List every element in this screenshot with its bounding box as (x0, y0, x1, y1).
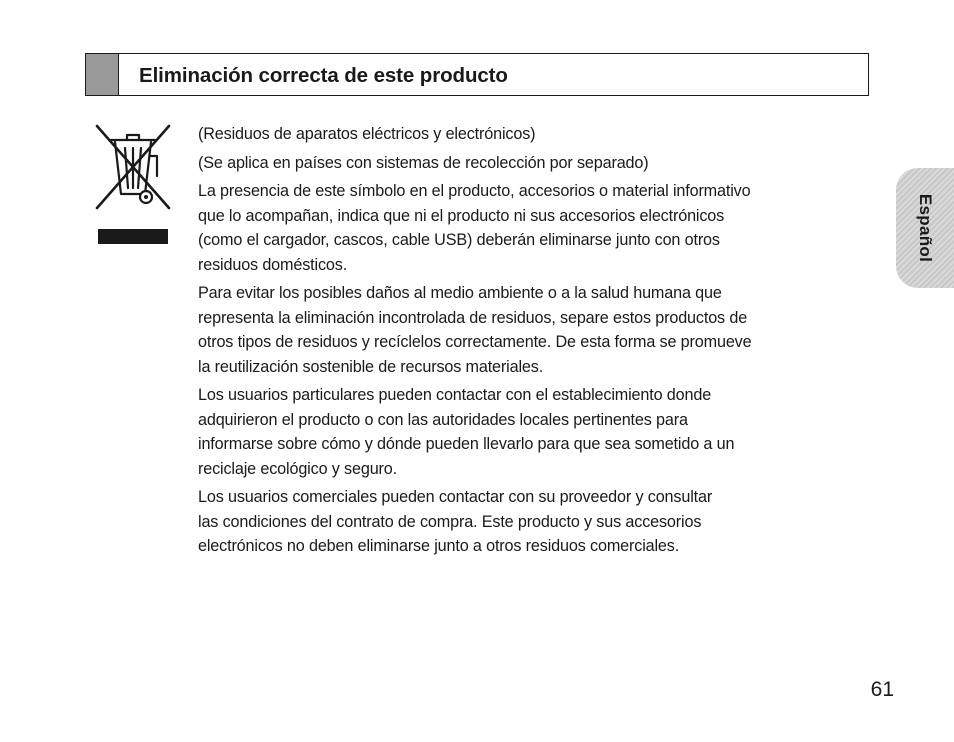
text-line: (como el cargador, cascos, cable USB) deberán eliminarse junto con otros (198, 231, 720, 249)
text-line: otros tipos de residuos y recíclelos correctamente. De esta forma se promueve (198, 333, 752, 351)
text-line: adquirieron el producto o con las autoridades locales pertinentes para (198, 410, 688, 429)
weee-solid-bar (98, 229, 168, 244)
main-content (198, 122, 858, 563)
text-line: (Residuos de aparatos eléctricos y electrónicos) (198, 125, 536, 143)
text-line: que lo acompañan, indica que ni el producto ni sus accesorios electrónicos (198, 206, 725, 225)
text-line: representa la eliminación incontrolada de residuos, separe estos productos de (198, 308, 748, 327)
text-line: (Se aplica en países con sistemas de recolección por separado) (198, 153, 649, 172)
paragraph-symbol-meaning (198, 179, 858, 277)
language-tab-label: Español (916, 193, 936, 263)
section-header (85, 53, 869, 96)
paragraph-private-users (198, 383, 858, 481)
section-title: Eliminación correcta de este producto (139, 64, 508, 87)
text-line: Para evitar los posibles daños al medio ambiente o a la salud humana que (198, 284, 722, 302)
paragraph-environment (198, 281, 858, 379)
paragraph-waste-type (198, 122, 858, 147)
paragraph-business-users (198, 485, 858, 559)
text-line: electrónicos no deben eliminarse junto a otros residuos comerciales. (198, 537, 680, 555)
text-line: La presencia de este símbolo en el producto, accesorios o material informativo (198, 182, 751, 200)
header-gray-swatch (86, 54, 119, 95)
text-line: las condiciones del contrato de compra. Este producto y sus accesorios (198, 512, 702, 531)
text-line: Los usuarios particulares pueden contactar con el establecimiento donde (198, 386, 712, 404)
page-number: 61 (870, 678, 894, 701)
paragraph-applies-to (198, 151, 858, 176)
language-tab (896, 168, 954, 288)
crossed-out-wheeled-bin-icon (93, 122, 175, 248)
text-line: informarse sobre cómo y dónde pueden llevarlo para que sea sometido a un (198, 435, 735, 453)
text-line: la reutilización sostenible de recursos materiales. (198, 357, 544, 376)
text-line: Los usuarios comerciales pueden contactar con su proveedor y consultar (198, 488, 713, 506)
text-line: residuos domésticos. (198, 255, 348, 274)
text-line: reciclaje ecológico y seguro. (198, 459, 397, 478)
